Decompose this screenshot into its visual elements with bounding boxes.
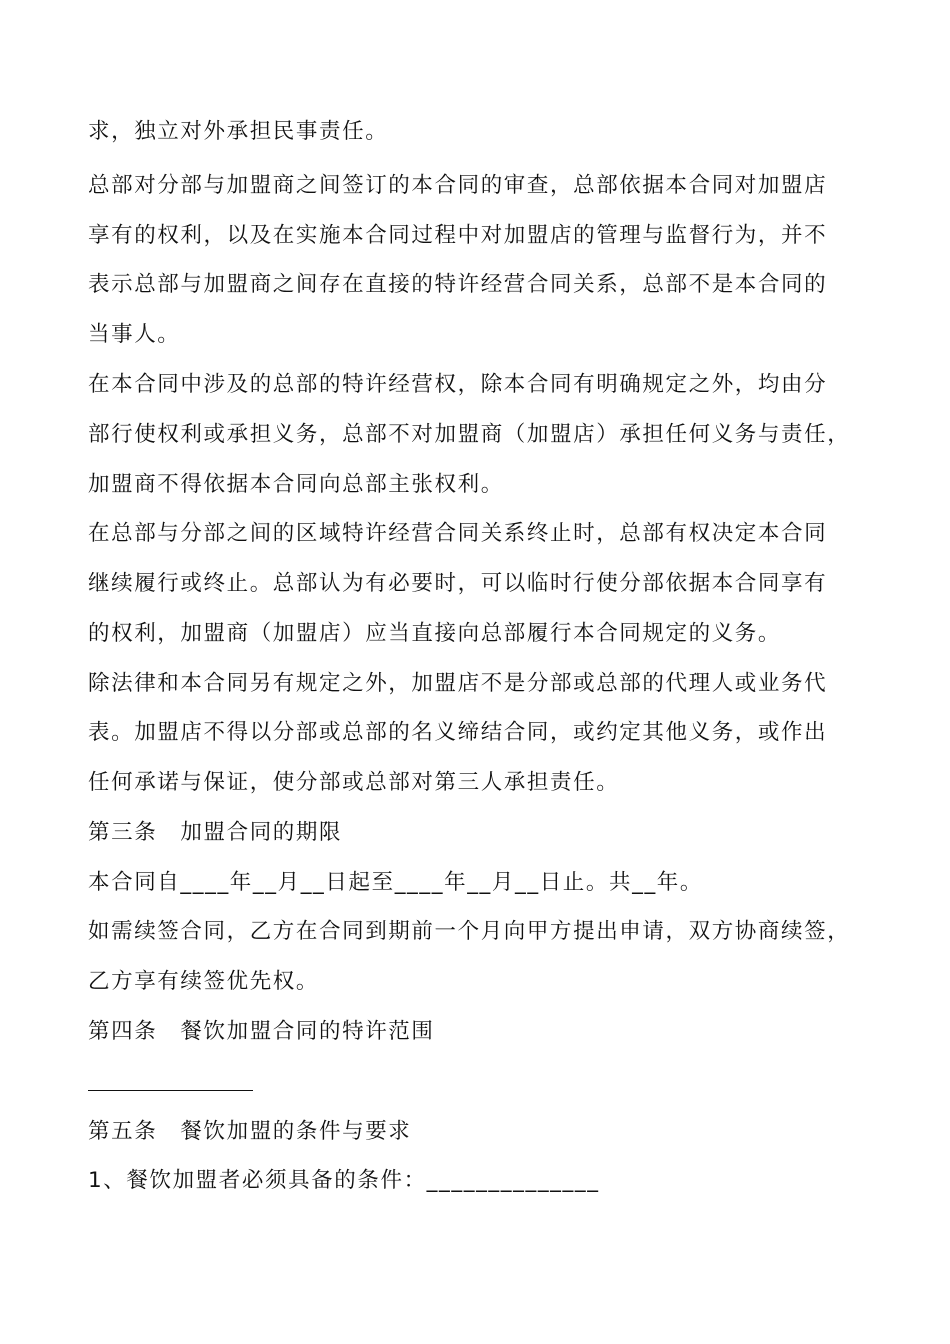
paragraph-line: 任何承诺与保证，使分部或总部对第三人承担责任。 xyxy=(88,770,620,795)
paragraph-line: 加盟商不得依据本合同向总部主张权利。 xyxy=(88,472,504,497)
paragraph-line: 继续履行或终止。总部认为有必要时，可以临时行使分部依据本合同享有 xyxy=(88,571,828,596)
section-heading: 第四条 餐饮加盟合同的特许范围 xyxy=(88,1019,435,1044)
paragraph-line: 部行使权利或承担义务，总部不对加盟商（加盟店）承担任何义务与责任， xyxy=(88,422,851,447)
paragraph-line: 总部对分部与加盟商之间签订的本合同的审查，总部依据本合同对加盟店 xyxy=(88,173,828,198)
paragraph-line: 表。加盟店不得以分部或总部的名义缔结合同，或约定其他义务，或作出 xyxy=(88,720,828,745)
section-heading: 第五条 餐饮加盟的条件与要求 xyxy=(88,1119,412,1144)
paragraph-line: 乙方享有续签优先权。 xyxy=(88,969,320,994)
paragraph-line: 享有的权利，以及在实施本合同过程中对加盟店的管理与监督行为，并不 xyxy=(88,223,828,248)
paragraph-line: 在总部与分部之间的区域特许经营合同关系终止时，总部有权决定本合同 xyxy=(88,521,828,546)
paragraph-line: 如需续签合同，乙方在合同到期前一个月向甲方提出申请，双方协商续签， xyxy=(88,919,851,944)
paragraph-line: 当事人。 xyxy=(88,322,181,347)
paragraph-line: 除法律和本合同另有规定之外，加盟店不是分部或总部的代理人或业务代 xyxy=(88,671,828,696)
paragraph-line: 的权利，加盟商（加盟店）应当直接向总部履行本合同规定的义务。 xyxy=(88,621,782,646)
paragraph-line: 1、餐饮加盟者必须具备的条件：______________ xyxy=(88,1168,600,1193)
section-heading: 第三条 加盟合同的期限 xyxy=(88,820,343,845)
paragraph-line: 本合同自____年__月__日起至____年__月__日止。共__年。 xyxy=(88,870,704,895)
paragraph-line: 求，独立对外承担民事责任。 xyxy=(88,119,389,144)
blank-fill-line xyxy=(88,1090,253,1091)
paragraph-line: 表示总部与加盟商之间存在直接的特许经营合同关系，总部不是本合同的 xyxy=(88,272,828,297)
paragraph-line: 在本合同中涉及的总部的特许经营权，除本合同有明确规定之外，均由分 xyxy=(88,372,828,397)
